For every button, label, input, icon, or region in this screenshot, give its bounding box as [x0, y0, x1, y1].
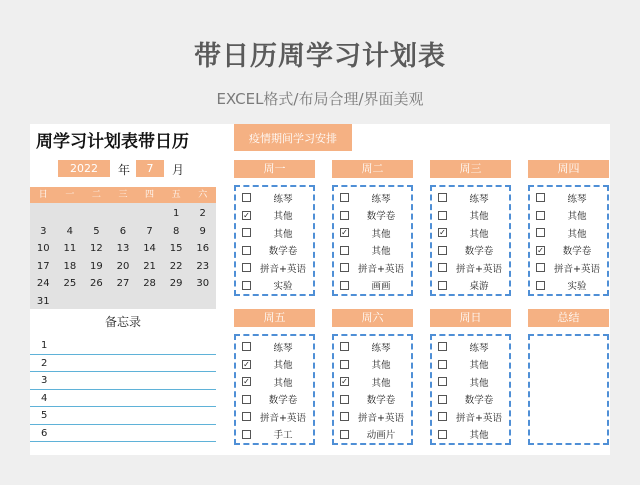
- hero-title: 带日历周学习计划表: [194, 41, 446, 72]
- checked-checkbox[interactable]: ✓: [537, 245, 544, 255]
- task-label: 练琴: [371, 193, 391, 205]
- weekday-label: 五: [171, 190, 181, 200]
- day-card: [528, 160, 609, 296]
- task-label: 其他: [469, 211, 489, 223]
- task-label: 其他: [371, 377, 391, 389]
- task-label: 练琴: [273, 193, 293, 205]
- memo-title: 备忘录: [104, 315, 141, 329]
- task-label: 拼音+英语: [554, 263, 600, 275]
- calendar-day[interactable]: 14: [143, 243, 156, 255]
- task-item: [438, 356, 505, 374]
- task-item: [536, 242, 603, 260]
- task-item: [438, 259, 505, 277]
- checkbox[interactable]: [438, 193, 447, 202]
- checkbox[interactable]: [438, 395, 447, 404]
- task-label: 拼音+英语: [456, 412, 502, 424]
- task-list: [332, 185, 413, 296]
- task-item: [242, 224, 309, 242]
- memo-section: [30, 309, 216, 442]
- task-item: [438, 189, 505, 207]
- checkbox[interactable]: [438, 246, 447, 255]
- calendar-day[interactable]: 12: [90, 243, 103, 255]
- year-label: 年: [118, 163, 131, 177]
- checked-checkbox[interactable]: ✓: [341, 228, 348, 238]
- task-label: 其他: [371, 246, 391, 258]
- task-label: 其他: [469, 360, 489, 372]
- task-label: 其他: [371, 228, 391, 240]
- sheet-title: 周学习计划表带日历: [36, 132, 189, 152]
- task-item: [536, 224, 603, 242]
- day-header: 周四: [528, 160, 609, 178]
- task-item: [438, 408, 505, 426]
- day-card: [332, 160, 413, 296]
- task-item: [340, 356, 407, 374]
- year-field[interactable]: 2022: [58, 160, 110, 177]
- calendar-weekday-header: [30, 187, 216, 203]
- task-item: [438, 338, 505, 356]
- task-item: [536, 189, 603, 207]
- task-item: [438, 207, 505, 225]
- day-header: 周三: [430, 160, 511, 178]
- task-item: [340, 373, 407, 391]
- checkbox[interactable]: [242, 395, 251, 404]
- checkbox[interactable]: [340, 395, 349, 404]
- task-label: 数学卷: [366, 211, 396, 223]
- weekday-label: 一: [65, 190, 75, 200]
- calendar-day: [110, 293, 137, 311]
- task-list: [234, 334, 315, 445]
- checkbox[interactable]: [438, 377, 447, 386]
- day-header: 周二: [332, 160, 413, 178]
- checkbox[interactable]: [340, 193, 349, 202]
- calendar-day[interactable]: 24: [36, 278, 50, 290]
- task-label: 拼音+英语: [358, 412, 404, 424]
- task-label: 数学卷: [464, 246, 494, 258]
- weekday-label: 三: [118, 190, 128, 200]
- task-list: [528, 334, 609, 445]
- weekday-label: 六: [198, 190, 208, 200]
- day-header: 周日: [430, 309, 511, 327]
- calendar-day: [83, 205, 110, 223]
- memo-row[interactable]: 3: [30, 372, 216, 390]
- checkbox[interactable]: [242, 430, 251, 439]
- calendar-day: [136, 205, 163, 223]
- weekday-label: 日: [38, 190, 48, 200]
- memo-row[interactable]: 1: [30, 337, 216, 355]
- day-card: [528, 309, 609, 445]
- checkbox[interactable]: [242, 281, 251, 290]
- checked-checkbox[interactable]: ✓: [243, 377, 250, 387]
- task-item: [340, 224, 407, 242]
- day-header: 周五: [234, 309, 315, 327]
- task-item: [340, 189, 407, 207]
- task-item: [438, 426, 505, 444]
- task-item: [242, 207, 309, 225]
- task-label: 练琴: [567, 193, 587, 205]
- task-item: [438, 224, 505, 242]
- memo-row[interactable]: 5: [30, 407, 216, 425]
- task-label: 其他: [469, 430, 489, 442]
- calendar-day: [136, 293, 163, 311]
- calendar-day[interactable]: 18: [63, 260, 77, 272]
- checked-checkbox[interactable]: ✓: [243, 210, 250, 220]
- checkbox[interactable]: [242, 228, 251, 237]
- checkbox[interactable]: [438, 430, 447, 439]
- task-label: 画画: [371, 281, 391, 293]
- task-label: 拼音+英语: [456, 263, 502, 275]
- checkbox[interactable]: [340, 412, 349, 421]
- task-item: [438, 373, 505, 391]
- calendar-day: [163, 293, 190, 311]
- task-item: [242, 356, 309, 374]
- checked-checkbox[interactable]: ✓: [341, 377, 348, 387]
- calendar-day: [30, 205, 57, 223]
- calendar-day[interactable]: 22: [169, 260, 183, 272]
- day-card: [234, 160, 315, 296]
- task-label: 练琴: [371, 342, 391, 354]
- calendar-day[interactable]: 20: [116, 260, 130, 272]
- checked-checkbox[interactable]: ✓: [439, 228, 446, 238]
- calendar-day[interactable]: 31: [36, 295, 50, 307]
- task-item: [242, 277, 309, 295]
- day-card: [430, 160, 511, 296]
- calendar-day[interactable]: 7: [146, 225, 153, 237]
- day-header: 周六: [332, 309, 413, 327]
- checkbox[interactable]: [340, 263, 349, 272]
- calendar-day: [189, 293, 216, 311]
- task-label: 数学卷: [366, 395, 396, 407]
- task-item: [340, 242, 407, 260]
- task-item: [242, 189, 309, 207]
- day-header: 总结: [528, 309, 609, 327]
- calendar-day[interactable]: 4: [66, 225, 74, 237]
- day-card: [430, 309, 511, 445]
- day-card: [332, 309, 413, 445]
- checkbox[interactable]: [242, 263, 251, 272]
- checkbox[interactable]: [536, 263, 545, 272]
- task-label: 拼音+英语: [260, 412, 306, 424]
- task-item: [340, 426, 407, 444]
- task-item: [340, 338, 407, 356]
- task-item: [242, 338, 309, 356]
- checked-checkbox[interactable]: ✓: [243, 359, 250, 369]
- calendar-day[interactable]: 28: [143, 278, 156, 290]
- weekday-label: 二: [91, 190, 101, 200]
- calendar-days: [30, 203, 216, 311]
- calendar-day[interactable]: 16: [196, 243, 210, 255]
- checkbox[interactable]: [536, 211, 545, 220]
- checkbox[interactable]: [242, 193, 251, 202]
- task-item: [242, 408, 309, 426]
- task-item: [242, 242, 309, 260]
- task-label: 数学卷: [268, 246, 298, 258]
- task-label: 其他: [567, 228, 587, 240]
- task-list: [528, 185, 609, 296]
- task-item: [438, 277, 505, 295]
- checkbox[interactable]: [536, 281, 545, 290]
- task-item: [340, 408, 407, 426]
- checkbox[interactable]: [242, 412, 251, 421]
- planner-sheet: [30, 124, 610, 455]
- checkbox[interactable]: [536, 228, 545, 237]
- day-header: 周一: [234, 160, 315, 178]
- task-item: [242, 391, 309, 409]
- task-label: 数学卷: [268, 395, 298, 407]
- calendar-day[interactable]: 25: [63, 278, 77, 290]
- memo-row[interactable]: 2: [30, 355, 216, 373]
- calendar-day[interactable]: 10: [36, 243, 50, 255]
- year-month-selector: [30, 160, 220, 177]
- task-label: 实验: [273, 281, 293, 293]
- calendar-day[interactable]: 15: [169, 243, 183, 255]
- covid-schedule-button[interactable]: 疫情期间学习安排: [234, 124, 352, 151]
- task-item: [536, 207, 603, 225]
- calendar-day[interactable]: 3: [40, 225, 47, 237]
- task-item: [340, 277, 407, 295]
- task-label: 其他: [273, 211, 293, 223]
- calendar-day[interactable]: 8: [172, 225, 180, 237]
- calendar-day: [110, 205, 137, 223]
- task-item: [536, 277, 603, 295]
- task-label: 数学卷: [464, 395, 494, 407]
- task-item: [340, 391, 407, 409]
- calendar-day[interactable]: 19: [90, 260, 103, 272]
- task-label: 桌游: [469, 281, 489, 293]
- calendar-day[interactable]: 9: [199, 225, 206, 237]
- calendar-day[interactable]: 13: [116, 243, 130, 255]
- task-item: [340, 259, 407, 277]
- calendar-day[interactable]: 11: [63, 243, 77, 255]
- month-label: 月: [172, 163, 185, 177]
- task-item: [340, 207, 407, 225]
- calendar-day[interactable]: 23: [196, 260, 210, 272]
- task-label: 其他: [273, 360, 293, 372]
- calendar-day: [83, 293, 110, 311]
- checkbox[interactable]: [438, 211, 447, 220]
- task-label: 拼音+英语: [260, 263, 306, 275]
- task-label: 其他: [469, 228, 489, 240]
- calendar-day[interactable]: 27: [116, 278, 130, 290]
- checkbox[interactable]: [536, 193, 545, 202]
- calendar-day[interactable]: 5: [93, 225, 100, 237]
- task-list: [332, 334, 413, 445]
- task-list: [234, 185, 315, 296]
- checkbox[interactable]: [340, 246, 349, 255]
- checkbox[interactable]: [438, 342, 447, 351]
- task-item: [242, 426, 309, 444]
- calendar-day[interactable]: 1: [172, 208, 180, 219]
- task-label: 其他: [567, 211, 587, 223]
- task-item: [536, 259, 603, 277]
- month-field[interactable]: 7: [136, 160, 164, 177]
- calendar-day[interactable]: 17: [36, 260, 50, 272]
- weekday-label: 四: [145, 190, 155, 200]
- calendar-day[interactable]: 21: [143, 260, 156, 272]
- task-label: 其他: [273, 228, 293, 240]
- checkbox[interactable]: [340, 430, 349, 439]
- task-label: 其他: [273, 377, 293, 389]
- calendar-day: [57, 293, 84, 311]
- task-item: [242, 373, 309, 391]
- calendar-day[interactable]: 26: [90, 278, 103, 290]
- checkbox[interactable]: [242, 246, 251, 255]
- checkbox[interactable]: [340, 281, 349, 290]
- checkbox[interactable]: [438, 281, 447, 290]
- task-label: 拼音+英语: [358, 263, 404, 275]
- checkbox[interactable]: [438, 412, 447, 421]
- task-label: 动画片: [366, 430, 396, 442]
- day-card: [234, 309, 315, 445]
- task-label: 数学卷: [562, 246, 592, 258]
- task-label: 手工: [273, 430, 293, 442]
- calendar-day: [57, 205, 84, 223]
- task-list: [430, 334, 511, 445]
- task-label: 练琴: [469, 193, 489, 205]
- task-item: [438, 242, 505, 260]
- task-item: [438, 391, 505, 409]
- calendar-day[interactable]: 2: [199, 208, 206, 219]
- checkbox[interactable]: [242, 342, 251, 351]
- checkbox[interactable]: [340, 342, 349, 351]
- memo-row[interactable]: 6: [30, 425, 216, 443]
- checkbox[interactable]: [438, 360, 447, 369]
- task-label: 练琴: [469, 342, 489, 354]
- calendar-day[interactable]: 6: [119, 225, 127, 237]
- task-label: 其他: [469, 377, 489, 389]
- task-item: [242, 259, 309, 277]
- hero-subtitle: EXCEL格式/布局合理/界面美观: [216, 90, 424, 108]
- calendar-day[interactable]: 29: [169, 278, 183, 290]
- task-label: 其他: [371, 360, 391, 372]
- calendar-day[interactable]: 30: [196, 278, 210, 290]
- month-calendar: [30, 187, 216, 309]
- checkbox[interactable]: [340, 360, 349, 369]
- checkbox[interactable]: [438, 263, 447, 272]
- task-label: 实验: [567, 281, 587, 293]
- task-label: 练琴: [273, 342, 293, 354]
- memo-row[interactable]: 4: [30, 390, 216, 408]
- task-list: [430, 185, 511, 296]
- checkbox[interactable]: [340, 211, 349, 220]
